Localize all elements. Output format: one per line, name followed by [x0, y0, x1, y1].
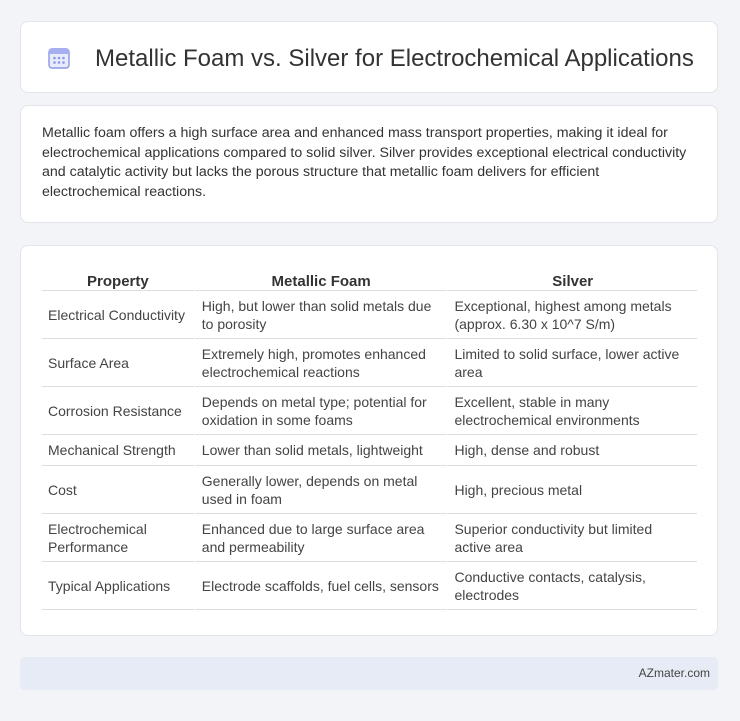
table-row: [42, 435, 697, 466]
comparison-table: [42, 264, 697, 610]
table-row: [42, 339, 697, 387]
property-cell: Surface Area: [42, 339, 194, 387]
silver-cell: Exceptional, highest among metals (approx. 6.30 x 10^7 S/m): [446, 291, 697, 339]
footer-site-link[interactable]: AZmater.com: [638, 666, 710, 680]
table-row: [42, 466, 697, 514]
comparison-card: [20, 245, 718, 636]
table-row: [42, 291, 697, 339]
silver-cell: High, dense and robust: [446, 435, 697, 466]
metallic-foam-cell: Generally lower, depends on metal used in foam: [194, 466, 447, 514]
metallic-foam-cell: Lower than solid metals, lightweight: [194, 435, 447, 466]
property-cell: Cost: [42, 466, 194, 514]
column-header-property: Property: [42, 264, 194, 291]
table-row: [42, 514, 697, 562]
silver-cell: Conductive contacts, catalysis, electrodes: [446, 562, 697, 610]
metallic-foam-cell: Depends on metal type; potential for oxidation in some foams: [194, 387, 447, 435]
property-cell: Mechanical Strength: [42, 435, 194, 466]
property-cell: Typical Applications: [42, 562, 194, 610]
metallic-foam-cell: Enhanced due to large surface area and permeability: [194, 514, 447, 562]
header-card: [20, 21, 718, 93]
property-cell: Electrochemical Performance: [42, 514, 194, 562]
silver-cell: High, precious metal: [446, 466, 697, 514]
summary-paragraph: Metallic foam offers a high surface area and enhanced mass transport properties, making it ideal for electrochemical applications compared to solid silver. Silver provides exceptional electrical conductivity and catalytic activity but lacks the porous structure that metallic foam delivers for efficient electrochemical reactions.: [42, 125, 687, 200]
page-title: Metallic Foam vs. Silver for Electrochemical Applications: [95, 45, 694, 72]
property-cell: Electrical Conductivity: [42, 291, 194, 339]
column-header-metallic-foam: Metallic Foam: [194, 264, 447, 291]
summary-card: [20, 105, 718, 223]
table-header-row: [42, 264, 697, 291]
silver-cell: Limited to solid surface, lower active area: [446, 339, 697, 387]
footer: [20, 657, 718, 690]
silver-cell: Superior conductivity but limited active area: [446, 514, 697, 562]
table-row: [42, 562, 697, 610]
calendar-icon: [47, 46, 71, 70]
metallic-foam-cell: Electrode scaffolds, fuel cells, sensors: [194, 562, 447, 610]
table-row: [42, 387, 697, 435]
metallic-foam-cell: High, but lower than solid metals due to porosity: [194, 291, 447, 339]
column-header-silver: Silver: [446, 264, 697, 291]
silver-cell: Excellent, stable in many electrochemical environments: [446, 387, 697, 435]
metallic-foam-cell: Extremely high, promotes enhanced electrochemical reactions: [194, 339, 447, 387]
property-cell: Corrosion Resistance: [42, 387, 194, 435]
